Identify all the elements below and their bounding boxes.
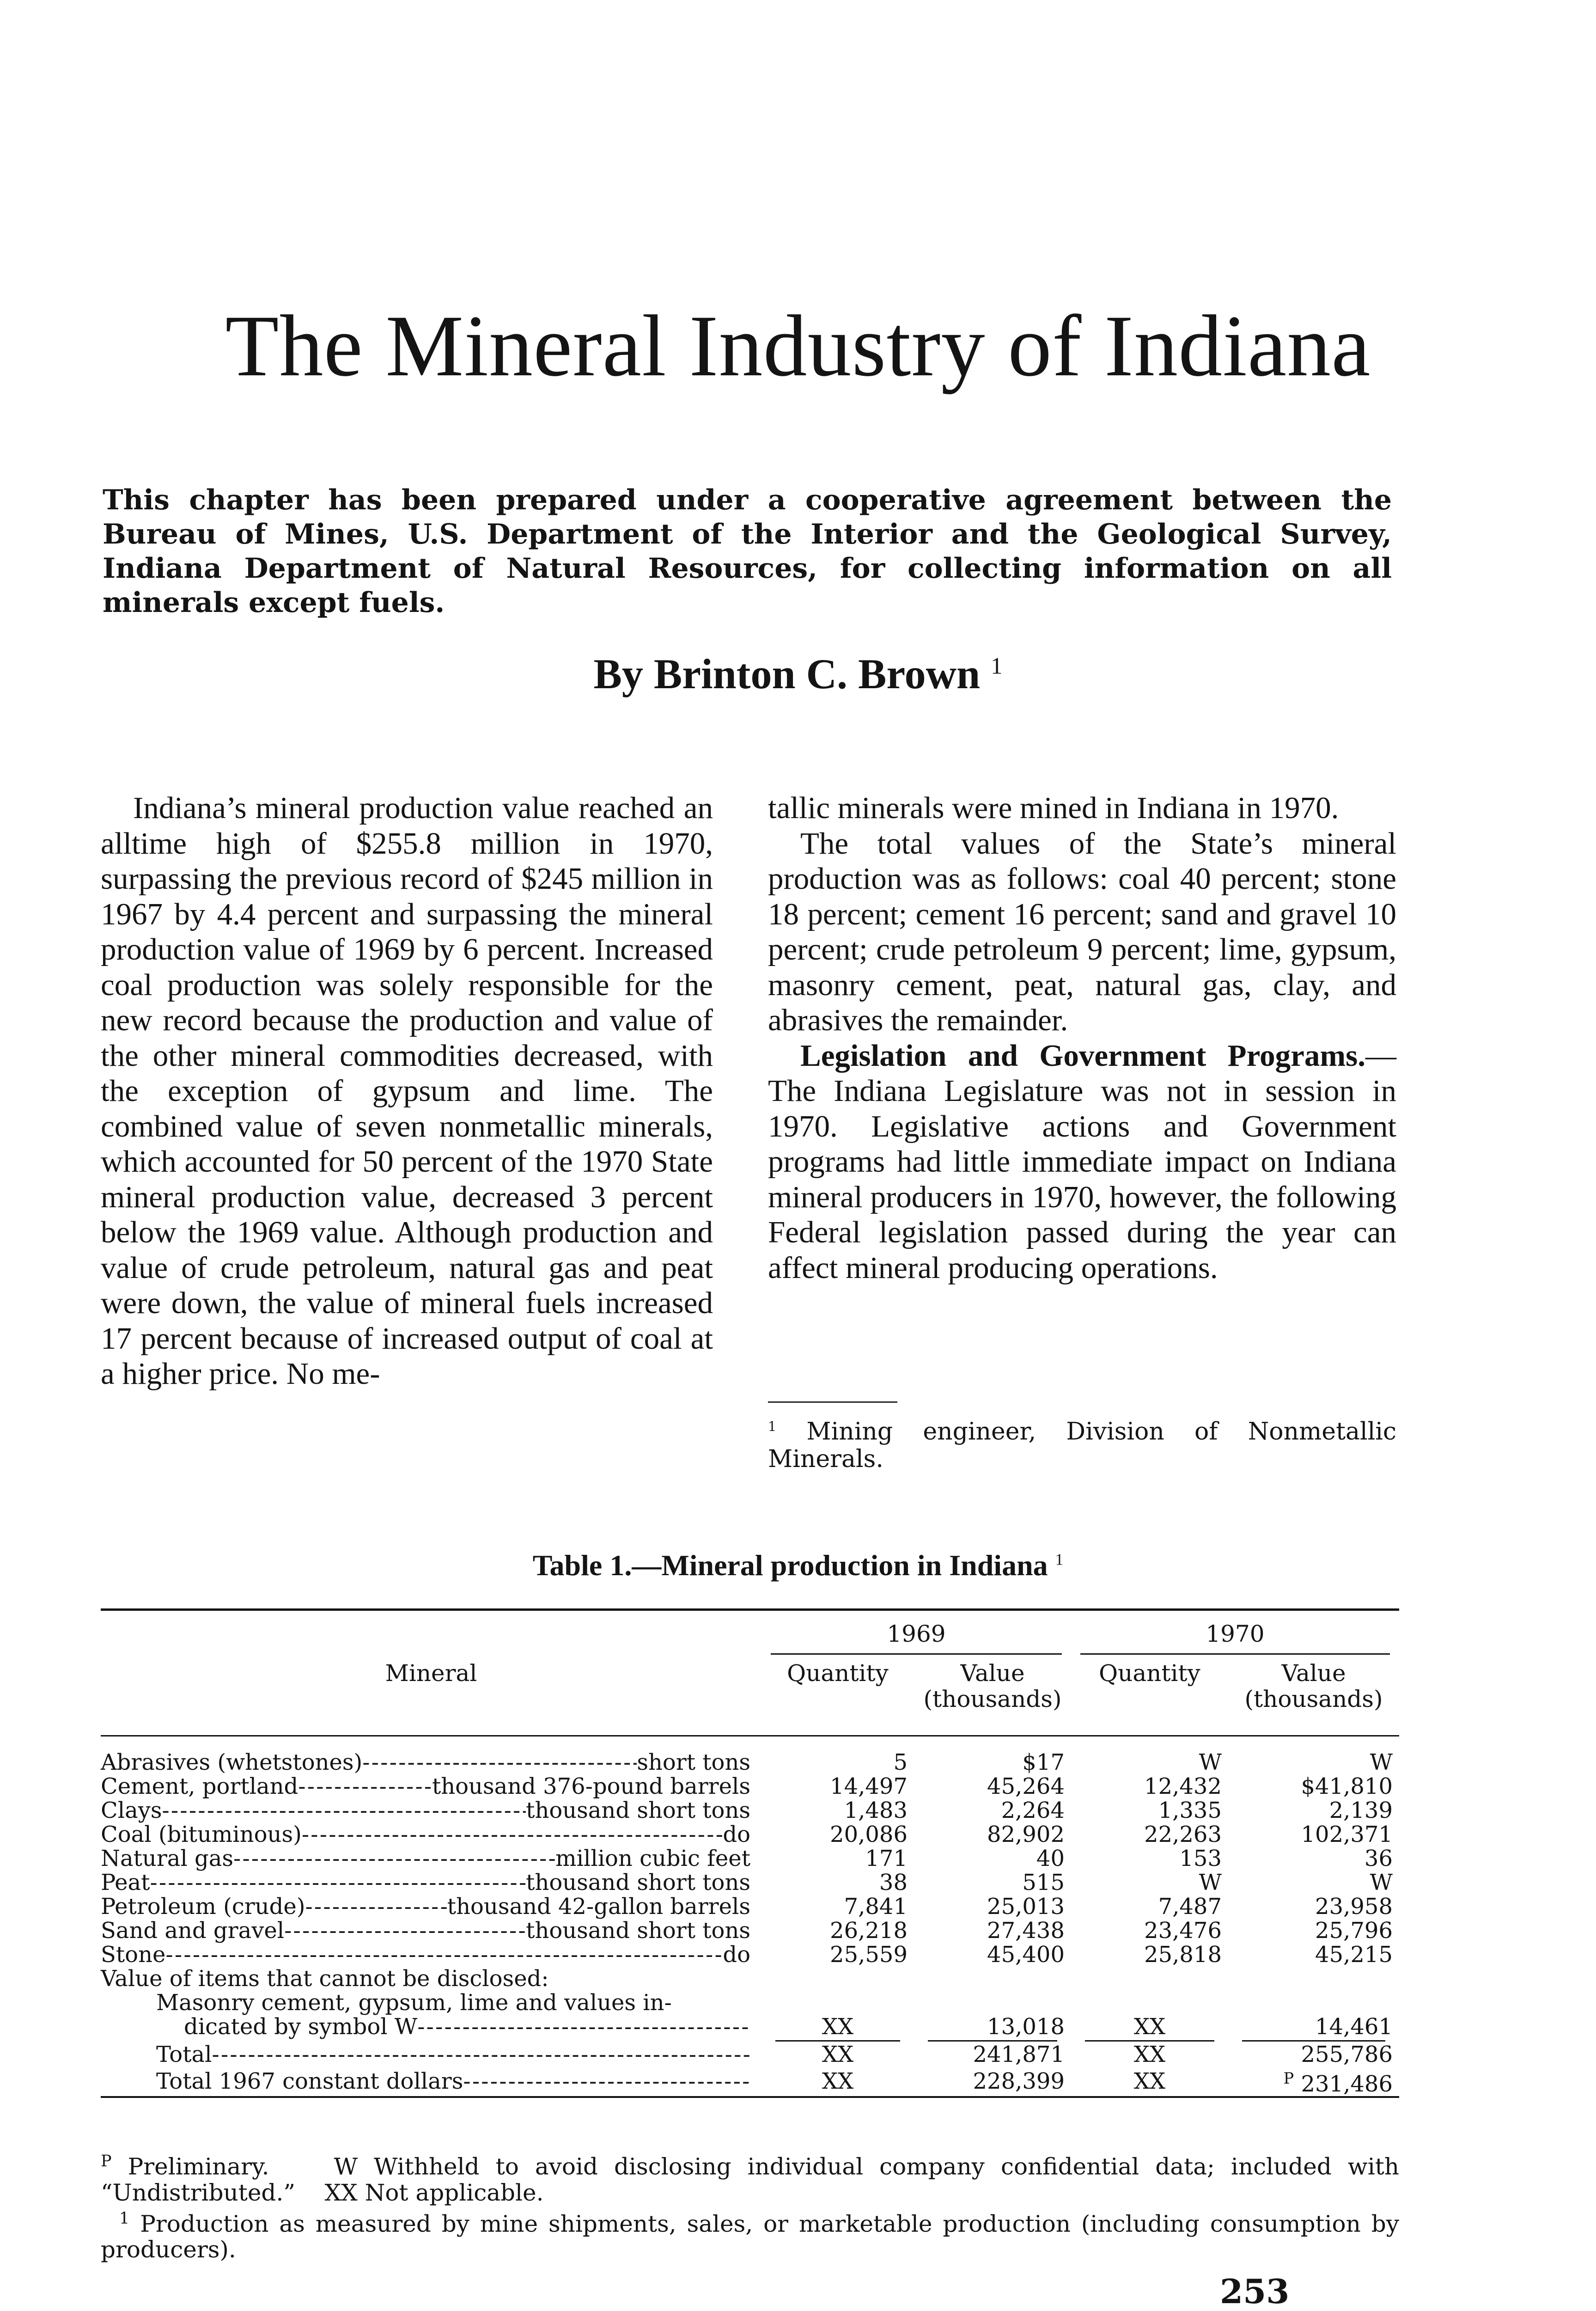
mineral-label: Sand and gravel	[101, 1918, 285, 1944]
footnote-ref: 1	[768, 1418, 777, 1434]
preliminary-mark: P	[101, 2152, 112, 2170]
quantity-1969-cell: XX	[761, 2066, 914, 2097]
value-1970-cell: $41,810	[1301, 1773, 1393, 1799]
table-row	[101, 1798, 1399, 1822]
legislation-paragraph	[768, 1038, 1396, 1286]
dot-leader	[362, 1750, 637, 1774]
header-value-1969	[914, 1660, 1071, 1735]
value-1969-cell: 27,438	[987, 1918, 1065, 1944]
undisclosed-line-2	[101, 2015, 761, 2039]
value-1970-cell: 102,371	[1301, 1822, 1393, 1847]
unit-label: thousand 376-pound barrels	[432, 1773, 750, 1799]
quantity-1969-cell: 38	[879, 1870, 908, 1895]
mineral-cell	[101, 1822, 761, 1846]
header-year-1970	[1071, 1610, 1399, 1661]
table-row	[101, 1919, 1399, 1943]
body-column-left	[101, 790, 713, 1392]
quantity-1969-cell: 1,483	[844, 1797, 908, 1823]
value-1970-cell: 14,461	[1315, 2014, 1393, 2040]
quantity-1969-cell: 25,559	[830, 1942, 908, 1968]
table-row-total-constant	[101, 2066, 1399, 2097]
value-1970-cell: W	[1370, 1749, 1393, 1775]
total-constant-label	[101, 2066, 761, 2097]
table-row-total	[101, 2042, 1399, 2066]
table-footnote-ref: 1	[119, 2209, 130, 2228]
dot-leader	[212, 2042, 750, 2066]
legislation-heading: Legislation and Government Programs.	[800, 1038, 1365, 1073]
quantity-1970-cell: XX	[1133, 2014, 1166, 2040]
quantity-1970-cell: XX	[1133, 2042, 1166, 2067]
total-label	[101, 2042, 761, 2066]
header-year-1969	[761, 1610, 1071, 1661]
quantity-1970-cell: 1,335	[1158, 1797, 1222, 1823]
value-unit-label: (thousands)	[923, 1686, 1062, 1712]
table-footnote-1	[101, 2206, 1399, 2263]
unit-label: thousand 42-gallon barrels	[447, 1894, 750, 1920]
value-text: 231,486	[1301, 2071, 1393, 2097]
body-paragraph-continuation: tallic minerals were mined in Indiana in 1970.	[768, 791, 1339, 825]
dot-leader	[302, 1822, 723, 1846]
header-quantity-1970: Quantity	[1099, 1660, 1200, 1687]
quantity-1970-cell: 23,476	[1144, 1918, 1222, 1944]
table-row	[101, 1822, 1399, 1846]
mineral-cell	[101, 1943, 761, 1967]
dot-leader	[417, 2015, 750, 2039]
value-1969-cell: 228,399	[914, 2066, 1071, 2097]
value-1969-cell: 241,871	[973, 2042, 1065, 2067]
table-row	[101, 1991, 1399, 2015]
page-number: 253	[1220, 2272, 1290, 2311]
quantity-1970-cell: XX	[1071, 2066, 1228, 2097]
dot-leader	[284, 1919, 526, 1943]
mineral-cell	[101, 1774, 761, 1798]
value-label: Value	[1281, 1660, 1346, 1687]
quantity-1969-cell: 14,497	[830, 1773, 908, 1799]
value-1970-cell	[1228, 2066, 1399, 2097]
mineral-label: Natural gas	[101, 1846, 233, 1871]
year-1969-label: 1969	[771, 1621, 1062, 1655]
year-1970-label: 1970	[1080, 1621, 1390, 1655]
body-paragraph: Indiana’s mineral production value reached an alltime high of $255.8 million in 1970, surpassing the previous record of $245 million in 1967 by 4.4 percent and surpassing the mineral production value of 1969 by 6 percent. Increased coal production was solely responsible for the new record because the production and value of the other mineral commodities decreased, with the exception of gypsum and lime. The combined value of seven nonmetallic minerals, which accounted for 50 percent of the 1970 State mineral production value, decreased 3 percent below the 1969 value. Although production and value of crude petroleum, natural gas and peat were down, the value of mineral fuels increased 17 percent because of increased output of coal at a higher price. No me-	[101, 791, 713, 1391]
value-1970-cell: 45,215	[1315, 1942, 1393, 1968]
value-1969-cell: 40	[1036, 1846, 1065, 1871]
value-unit-label: (thousands)	[1244, 1686, 1383, 1712]
unit-label: thousand short tons	[526, 1797, 750, 1823]
dot-leader	[165, 1943, 723, 1967]
table-row	[101, 1774, 1399, 1798]
undisclosed-heading: Value of items that cannot be disclosed:	[101, 1966, 549, 1992]
quantity-1970-cell: 7,487	[1158, 1894, 1222, 1920]
value-label: Value	[960, 1660, 1025, 1687]
quantity-1969-cell: XX	[822, 2042, 854, 2067]
value-1969-cell: 13,018	[987, 2014, 1065, 2040]
unit-label: thousand short tons	[526, 1918, 750, 1944]
mineral-production-table	[101, 1608, 1399, 2098]
mineral-label: Petroleum (crude)	[101, 1894, 305, 1920]
dot-leader	[233, 1846, 555, 1871]
mineral-label: Total	[156, 2042, 212, 2067]
mineral-label: Coal (bituminous)	[101, 1822, 302, 1847]
value-1970-cell: W	[1370, 1870, 1393, 1895]
mineral-label: Peat	[101, 1870, 150, 1895]
legislation-text: —The Indiana Legislature was not in session in 1970. Legislative actions and Government programs had little immediate impact on Indiana mineral producers in 1970, however, the following Federal legislation passed during the year can affect mineral producing operations.	[768, 1038, 1396, 1285]
mineral-cell	[101, 1871, 761, 1895]
table-notes	[101, 2148, 1399, 2262]
quantity-1969-cell: 7,841	[844, 1894, 908, 1920]
dot-leader	[150, 1871, 526, 1895]
footnote-text: Mining engineer, Division of Nonmetallic Minerals.	[768, 1418, 1396, 1473]
header-quantity-1969: Quantity	[787, 1660, 889, 1687]
unit-label: do	[723, 1942, 750, 1968]
author-name: By Brinton C. Brown	[593, 650, 981, 697]
table-footnote-text: Production as measured by mine shipments, sales, or marketable production (including consumption by producers).	[101, 2210, 1399, 2263]
header-value-1970	[1228, 1660, 1399, 1735]
table-row	[101, 1871, 1399, 1895]
dot-leader	[463, 2069, 750, 2093]
not-applicable-note: XX Not applicable.	[324, 2179, 544, 2206]
byline-footnote-ref: 1	[991, 653, 1003, 679]
mineral-label: Abrasives (whetstones)	[101, 1749, 363, 1775]
mineral-label: Cement, portland	[101, 1773, 298, 1799]
table-row	[101, 1750, 1399, 1774]
value-1970-cell: 36	[1364, 1846, 1393, 1871]
mineral-label: Total 1967 constant dollars	[156, 2068, 463, 2094]
unit-label: short tons	[637, 1749, 750, 1775]
value-1969-cell: 82,902	[987, 1822, 1065, 1847]
mineral-label: Clays	[101, 1797, 162, 1823]
quantity-1969-cell: 26,218	[830, 1918, 908, 1944]
notes-symbols	[101, 2148, 1399, 2206]
body-column-right	[768, 790, 1396, 1285]
dot-leader	[298, 1774, 432, 1798]
value-1970-cell: 255,786	[1301, 2042, 1393, 2067]
mineral-cell	[101, 1750, 761, 1774]
undisclosed-line-1: Masonry cement, gypsum, lime and values in-	[156, 1990, 672, 2016]
unit-label: thousand short tons	[526, 1870, 750, 1895]
table-title-ref: 1	[1055, 1550, 1064, 1569]
table-row	[101, 1967, 1399, 1991]
mineral-label: Stone	[101, 1942, 166, 1968]
unit-label: do	[723, 1822, 750, 1847]
value-1969-cell: 25,013	[987, 1894, 1065, 1920]
mineral-cell	[101, 1846, 761, 1871]
withheld-note: W Withheld to avoid disclosing individual company confidential data; included with “Undistributed.”	[101, 2153, 1399, 2206]
value-1969-cell: 515	[1022, 1870, 1065, 1895]
quantity-1969-cell: XX	[822, 2014, 854, 2040]
table-title	[0, 1548, 1596, 1583]
table-title-text: Table 1.—Mineral production in Indiana	[532, 1549, 1048, 1582]
value-1969-cell: 45,264	[987, 1773, 1065, 1799]
dot-leader	[162, 1798, 526, 1822]
value-1970-cell: 2,139	[1329, 1797, 1393, 1823]
mineral-cell	[101, 1919, 761, 1943]
mineral-label: dicated by symbol W	[184, 2014, 418, 2040]
mineral-cell	[101, 1895, 761, 1919]
mineral-cell	[101, 1798, 761, 1822]
quantity-1970-cell: 12,432	[1144, 1773, 1222, 1799]
quantity-1970-cell: 153	[1179, 1846, 1222, 1871]
dot-leader	[305, 1895, 447, 1919]
table-row	[101, 1846, 1399, 1871]
value-1969-cell: 45,400	[987, 1942, 1065, 1968]
table-row	[101, 1943, 1399, 1967]
footnote	[768, 1412, 1396, 1473]
unit-label: million cubic feet	[555, 1846, 750, 1871]
quantity-1970-cell: W	[1199, 1870, 1222, 1895]
quantity-1969-cell: 171	[865, 1846, 908, 1871]
footnote-divider	[768, 1401, 897, 1403]
quantity-1970-cell: 25,818	[1144, 1942, 1222, 1968]
quantity-1969-cell: 5	[893, 1749, 908, 1775]
header-mineral: Mineral	[101, 1610, 761, 1736]
quantity-1969-cell: 20,086	[830, 1822, 908, 1847]
preliminary-mark: P	[1283, 2069, 1294, 2087]
preliminary-note: Preliminary.	[128, 2153, 269, 2180]
author-byline	[0, 649, 1596, 698]
value-1969-cell: 2,264	[1001, 1797, 1065, 1823]
value-1969-cell: $17	[1022, 1749, 1065, 1775]
value-1970-cell: 25,796	[1315, 1918, 1393, 1944]
quantity-1970-cell: 22,263	[1144, 1822, 1222, 1847]
chapter-intro: This chapter has been prepared under a cooperative agreement between the Bureau of Mines, U.S. Department of the Interior and the Geological Survey, Indiana Department of Natural Resources, for collecting information on all minerals except fuels.	[103, 484, 1392, 619]
table-row	[101, 1895, 1399, 1919]
quantity-1970-cell: W	[1199, 1749, 1222, 1775]
body-paragraph: The total values of the State’s mineral production was as follows: coal 40 percent; stone 18 percent; cement 16 percent; sand and gravel 10 percent; crude petroleum 9 percent; lime, gypsum, masonry cement, peat, natural gas, clay, and abrasives the remainder.	[768, 826, 1396, 1037]
page-title: The Mineral Industry of Indiana	[225, 298, 1371, 395]
table-row	[101, 2015, 1399, 2039]
value-1970-cell: 23,958	[1315, 1894, 1393, 1920]
